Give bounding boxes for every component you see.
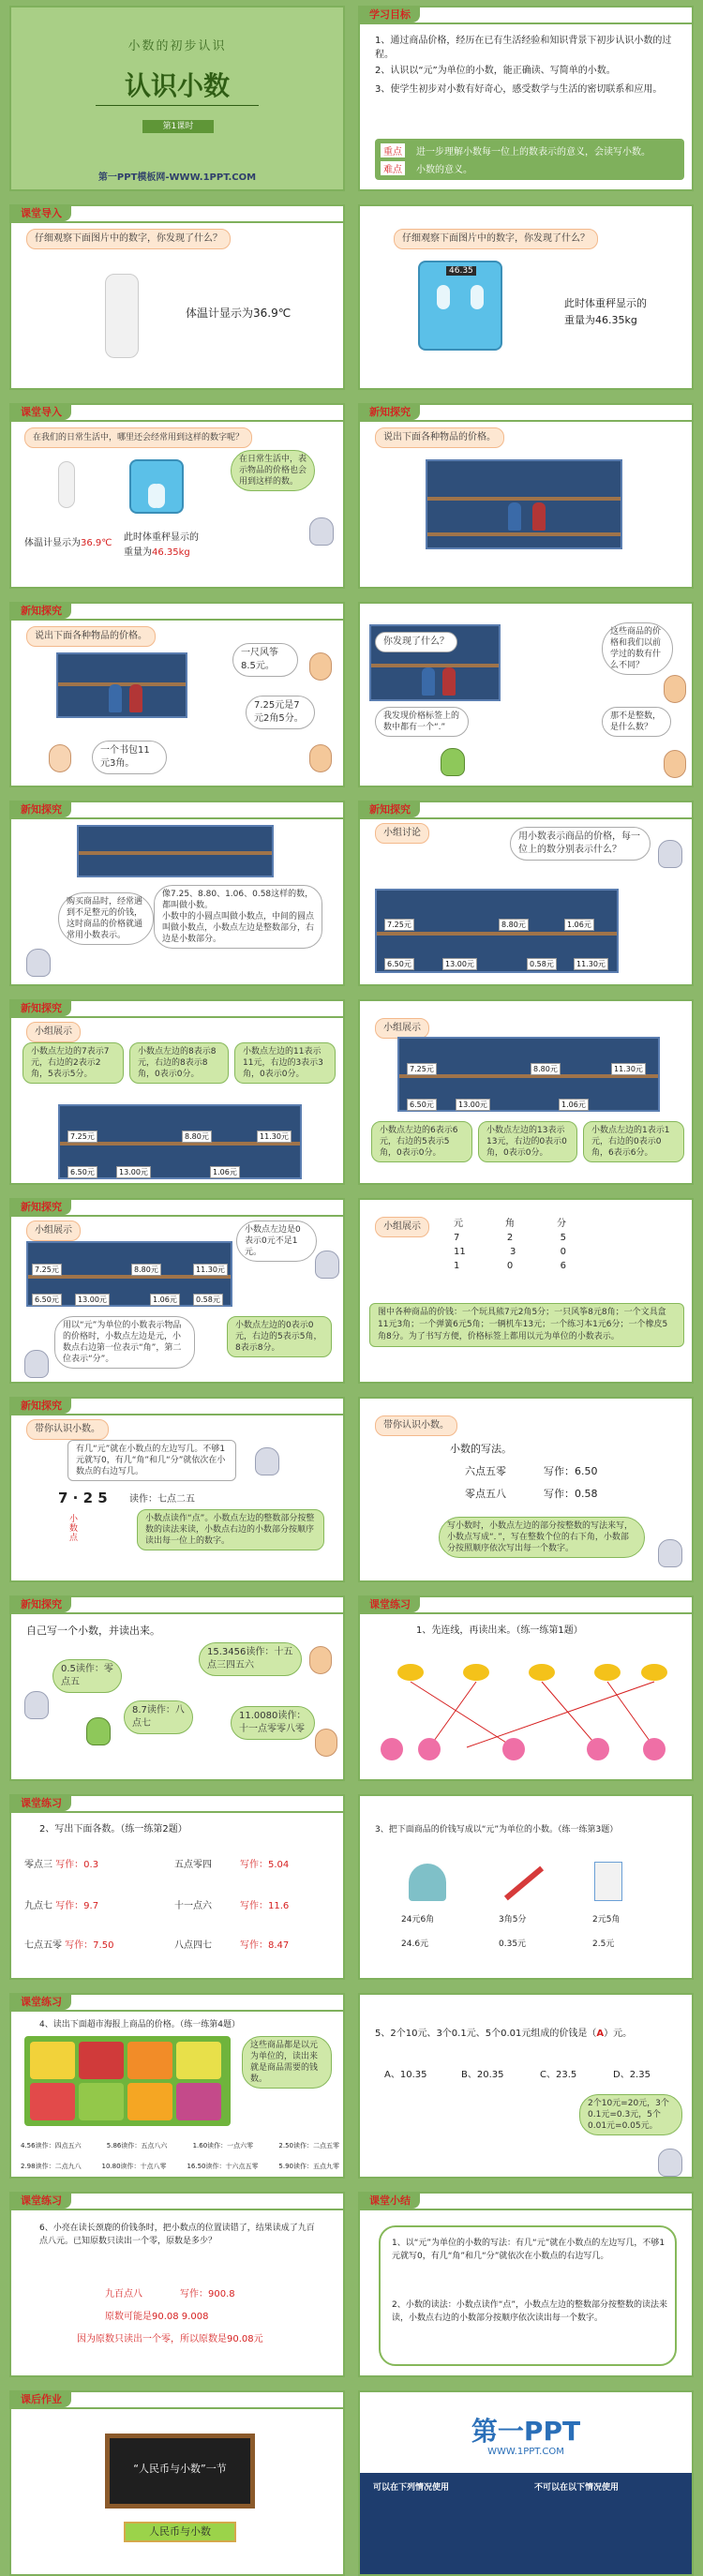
boy-character	[309, 652, 332, 681]
price-tag: 11.30元	[611, 1063, 646, 1075]
explore11-r1a: 六点五零	[465, 1465, 506, 1477]
practice3-answer: 2.5元	[592, 1939, 615, 1949]
explore6-tag: 新知探究	[11, 1001, 71, 1016]
cell: 6	[560, 1261, 566, 1271]
slide-practice-choice[interactable]	[358, 1993, 694, 2179]
explore12-b2: 15.3456读作：十五点三四五六	[199, 1642, 302, 1676]
homework-sign: 人民币与小数	[124, 2522, 236, 2542]
price-tag: 0.58元	[527, 958, 557, 970]
header-fen: 分	[557, 1219, 566, 1229]
goal-item-2: 2、认识以“元”为单位的小数，能正确读、写简单的小数。	[375, 66, 616, 76]
explore1-tag: 新知探究	[360, 405, 420, 420]
price-tag: 8.80元	[531, 1063, 561, 1075]
frog-character-2	[86, 1717, 111, 1745]
match-diagram	[373, 1654, 682, 1766]
option-d[interactable]: D、2.35	[613, 2070, 651, 2080]
goals-key-box	[375, 139, 684, 180]
explore1-prompt: 说出下面各种物品的价格。	[375, 427, 504, 448]
frog-character	[441, 748, 465, 776]
explore3-b2: 这些商品的价格和我们以前学过的数有什么不同？	[602, 622, 673, 675]
table-row	[454, 1233, 566, 1243]
shop-shelf-6	[58, 1104, 302, 1179]
practice4-row	[21, 2160, 339, 2174]
word: 八点四七	[174, 1940, 212, 1951]
ad-url[interactable]: WWW.1PPT.COM	[487, 2447, 564, 2457]
practice6-l3: 因为原数只读出一个零，所以原数是90.08元	[77, 2334, 263, 2344]
mouse-character-6	[24, 1691, 49, 1719]
cover-brand: 第一PPT模板网-WWW.1PPT.COM	[97, 172, 257, 183]
explore12-b4: 11.0080读作：十一点零零八零	[231, 1706, 315, 1740]
shop-shelf-8	[26, 1241, 232, 1307]
explore10-read: 读作：七点二五	[129, 1494, 195, 1505]
explore10-b1: 有几“元”就在小数点的左边写几。不够1元就写0，有几“角”和几“分”就依次在小数点的右边写几。	[67, 1440, 236, 1481]
cell: 7	[454, 1233, 460, 1243]
summary-p1: 1、以“元”为单位的小数的写法：有几“元”就在小数点的左边写几，不够1元就写0，有几“角”和几“分”就依次在小数点的右边写几。	[392, 2239, 666, 2261]
practice3-q: 3、把下面商品的价钱写成以“元”为单位的小数。（练一练第3题）	[375, 1825, 619, 1835]
price-tag: 1.06元	[559, 1099, 589, 1111]
explore11-b1: 写小数时，小数点左边的部分按整数的写法来写，小数点写成“．”，写在整数个位的右下角，小数部分按照顺序依次写出每一个数字。	[439, 1517, 645, 1558]
slide-group-show-1[interactable]	[9, 999, 345, 1185]
boy-character-6	[315, 1729, 337, 1757]
reading: 5.90读作：五点九零	[278, 2163, 339, 2170]
explore12-b1: 0.5读作：零点五	[52, 1659, 122, 1693]
price-tag: 11.30元	[257, 1131, 292, 1143]
explore10-digits: 7 · 2 5	[58, 1490, 108, 1506]
practice2-row	[24, 1899, 343, 1913]
intro3-cap2a: 此时体重秤显示的	[124, 532, 199, 543]
practice6-l1a: 九百点八	[105, 2289, 142, 2299]
answer: 写作：5.04	[240, 1860, 290, 1870]
practice4-bubble: 这些商品都是以元为单位的，读出来就是商品需要的钱数。	[242, 2036, 332, 2089]
scale-small	[129, 459, 184, 514]
reading: 4.56读作：四点五六	[21, 2142, 82, 2149]
reading: 16.50读作：十六点五零	[187, 2163, 259, 2170]
practice2-row	[24, 1939, 343, 1953]
explore2-tag: 新知探究	[11, 604, 71, 619]
intro3-bubble: 在日常生活中，表示物品的价格也会用到这样的数。	[231, 450, 315, 491]
slide-intro-thermometer[interactable]	[9, 204, 345, 390]
explore2-prompt: 说出下面各种物品的价格。	[26, 626, 156, 647]
slide-group-show-3[interactable]	[9, 1198, 345, 1384]
explore12-tag: 新知探究	[11, 1597, 71, 1612]
slide-explore-define[interactable]	[9, 801, 345, 986]
slide-explore-prices[interactable]	[9, 602, 345, 787]
practice4-tag: 课堂练习	[11, 1995, 71, 2010]
homework-board-text: “人民币与小数”一节	[133, 2463, 227, 2475]
slide-cover[interactable]	[9, 6, 345, 191]
slide-goals[interactable]	[358, 6, 694, 191]
price-tag: 7.25元	[407, 1063, 437, 1075]
slide-group-show-4[interactable]	[358, 1198, 694, 1384]
thermometer-small	[58, 461, 75, 508]
price-tag: 0.58元	[193, 1294, 223, 1306]
intro1-prompt: 仔细观察下面图片中的数字，你发现了什么？	[26, 229, 231, 249]
slide-practice-giraffe[interactable]	[9, 2192, 345, 2377]
reading: 2.50读作：二点五零	[278, 2142, 339, 2149]
header-yuan: 元	[454, 1219, 463, 1229]
explore7-card-2: 小数点左边的13表示13元，右边的0表示0角，0表示0分。	[478, 1121, 577, 1162]
price-tag: 1.06元	[210, 1166, 240, 1178]
reading: 1.60读作：一点六零	[192, 2142, 254, 2149]
practice2-tag: 课堂练习	[11, 1796, 71, 1811]
ad-right-title: 不可以在以下情况使用	[534, 2483, 620, 2493]
goals-tag: 学习目标	[360, 7, 420, 22]
cell: 3	[509, 1247, 516, 1257]
explore7-card-3: 小数点左边的1表示1元，右边的0表示0角，6表示6分。	[583, 1121, 684, 1162]
answer: 写作：0.3	[55, 1860, 99, 1870]
summary-tag: 课堂小结	[360, 2194, 420, 2209]
price-tag: 7.25元	[384, 919, 414, 931]
option-c[interactable]: C、23.5	[540, 2070, 577, 2080]
explore6-card-1: 小数点左边的7表示7元，右边的2表示2角，5表示5分。	[22, 1042, 124, 1084]
explore4-b2-text: 小数中的小圆点叫做小数点，中间的圆点叫做小数点，小数点左边是整数部分，右边是小数部分。	[162, 912, 315, 944]
slide-practice-price[interactable]	[358, 1794, 694, 1980]
explore6-card-3: 小数点左边的11表示11元，右边的3表示3角，0表示0分。	[234, 1042, 336, 1084]
girl-character	[49, 744, 71, 772]
slide-intro-scale[interactable]	[358, 204, 694, 390]
price-tag: 6.50元	[32, 1294, 62, 1306]
explore4-tag: 新知探究	[11, 802, 71, 817]
cell: 0	[506, 1261, 514, 1271]
practice6-tag: 课堂练习	[11, 2194, 71, 2209]
slide-ad[interactable]	[358, 2390, 694, 2576]
practice3-label: 24元6角	[401, 1915, 435, 1925]
difficult-text: 小数的意义。	[416, 165, 472, 175]
price-tag: 13.00元	[75, 1294, 110, 1306]
price-tag: 13.00元	[442, 958, 477, 970]
explore2-b3: 一个书包11元3角。	[92, 741, 167, 774]
slide-summary[interactable]	[358, 2192, 694, 2377]
supermarket-poster	[24, 2036, 231, 2126]
mouse-character-2	[26, 949, 51, 977]
word: 七点五零	[24, 1940, 62, 1951]
explore2-b2: 7.25元是7元2角5分。	[246, 696, 315, 729]
explore8-b3: 小数点左边的0表示0元，右边的5表示5角，8表示8分。	[227, 1316, 332, 1357]
cover-title: 认识小数	[124, 70, 230, 101]
price-tag: 6.50元	[407, 1099, 437, 1111]
key-label: 重点	[381, 143, 405, 157]
explore9-text: 图中各种商品的价钱：一个玩具熊7元2角5分；一只风筝8元8角；一个文具盒11元3角；一个弹簧6元5角；一辆机车13元；一个练习本1元6分；一个橡皮5角8分。为了书写方便，价格标签上都用以元为单位的小数表示。	[369, 1303, 684, 1347]
price-tag: 1.06元	[150, 1294, 180, 1306]
word: 零点三	[24, 1860, 52, 1870]
shop-shelf	[426, 459, 622, 549]
cell: 2	[506, 1233, 514, 1243]
practice1-q: 1、先连线，再读出来。（练一练第1题）	[416, 1625, 583, 1636]
scale-reading: 46.35	[446, 266, 476, 276]
header-jiao: 角	[505, 1219, 515, 1229]
mouse-character-5	[255, 1447, 279, 1475]
slide-intro-daily[interactable]	[9, 403, 345, 589]
practice5-q-text: 5、2个10元、3个0.1元、5个0.01元组成的价钱是（	[375, 2029, 597, 2039]
practice3-answer: 24.6元	[401, 1939, 429, 1949]
intro2-caption-1: 此时体重秤显示的	[564, 297, 647, 309]
intro2-caption-2: 重量为46.35kg	[564, 314, 637, 326]
explore2-b1: 一尺风筝8.5元。	[232, 643, 298, 677]
explore11-r2a: 零点五八	[465, 1488, 506, 1500]
explore8-b1: 小数点左边是0表示0元不足1元。	[236, 1221, 317, 1262]
reading: 2.98读作：二点九八	[21, 2163, 82, 2170]
scale-image	[418, 261, 502, 351]
explore4-b1-text: 像7.25、8.80、1.06、0.58这样的数，都叫做小数。	[162, 890, 314, 910]
explore3-b4: 那不是整数，是什么数？	[602, 707, 671, 737]
intro1-tag: 课堂导入	[11, 206, 71, 221]
explore4-b1	[154, 885, 322, 949]
price-tag: 1.06元	[564, 919, 594, 931]
option-b[interactable]: B、20.35	[461, 2070, 504, 2080]
practice4-row	[21, 2139, 339, 2153]
explore5-tag: 新知探究	[360, 802, 420, 817]
explore11-r1b: 写作：6.50	[544, 1465, 598, 1477]
price-tag: 8.80元	[131, 1264, 161, 1276]
price-tag: 7.25元	[32, 1264, 62, 1276]
answer: 写作：9.7	[55, 1901, 99, 1911]
decimal-point-label: 小数点	[69, 1515, 79, 1543]
intro3-cap1	[24, 536, 112, 551]
practice2-row	[24, 1858, 343, 1872]
practice2-q: 2、写出下面各数。（练一练第2题）	[39, 1824, 187, 1835]
explore12-b3: 8.7读作：八点七	[124, 1700, 193, 1734]
explore8-b2: 用以“元”为单位的小数表示物品的价格时，小数点左边是元，小数点右边第一位表示“角”，第二位表示“分”。	[54, 1316, 195, 1369]
cover-subtitle: 小数的初步认识	[127, 39, 227, 53]
price-tag: 13.00元	[456, 1099, 490, 1111]
practice4-q: 4、读出下面超市海报上商品的价格。（练一练第4题）	[39, 2020, 240, 2029]
answer: 写作：11.6	[240, 1901, 290, 1911]
explore9-sub: 小组展示	[375, 1217, 429, 1237]
explore11-r2b: 写作：0.58	[544, 1488, 598, 1500]
intro3-cap1-val: 36.9℃	[81, 538, 112, 548]
rabbit-character	[24, 1350, 49, 1378]
answer: 写作：8.47	[240, 1940, 290, 1951]
slide-practice-match[interactable]	[358, 1595, 694, 1781]
explore10-tag: 新知探究	[11, 1399, 71, 1414]
explore10-sub: 带你认识小数。	[26, 1419, 109, 1440]
boy-character-5	[309, 1646, 332, 1674]
intro3-cap2b	[124, 546, 190, 561]
table-row	[454, 1261, 566, 1271]
mouse-character-3	[658, 840, 682, 868]
pencil-image	[504, 1866, 544, 1901]
slide-learn-reading[interactable]	[9, 1397, 345, 1582]
practice5-answer: A	[596, 2029, 605, 2039]
intro3-tag: 课堂导入	[11, 405, 71, 420]
practice3-label: 3角5分	[499, 1915, 527, 1925]
explore5-bubble: 用小数表示商品的价格，每一位上的数分别表示什么？	[510, 827, 651, 861]
practice1-tag: 课堂练习	[360, 1597, 420, 1612]
intro3-prompt: 在我们的日常生活中，哪里还会经常用到这样的数字呢？	[24, 427, 252, 448]
practice6-q: 6、小亮在读长颈鹿的价钱条时，把小数点的位置读错了，结果读成了九百点八元。已知原数只读出一个零，原数是多少？	[39, 2224, 315, 2246]
explore6-card-2: 小数点左边的8表示8元，右边的8表示8角，0表示0分。	[129, 1042, 229, 1084]
practice3-label: 2元5角	[592, 1915, 621, 1925]
practice3-answer: 0.35元	[499, 1939, 527, 1949]
summary-p2: 2、小数的读法：小数点读作“点”，小数点左边的整数部分按整数的读法来读，小数点右边的小数部分按顺序依次读出每一个数字。	[392, 2300, 668, 2323]
explore7-sub: 小组展示	[375, 1018, 429, 1039]
blackboard	[105, 2434, 255, 2509]
price-tag: 11.30元	[193, 1264, 228, 1276]
explore12-head: 自己写一个小数，并读出来。	[26, 1625, 160, 1637]
explore3-b3: 我发现价格标签上的数中都有一个“.”	[375, 707, 469, 737]
explore7-card-1: 小数点左边的6表示6元，右边的5表示5角，0表示0分。	[371, 1121, 472, 1162]
word: 十一点六	[174, 1901, 212, 1911]
price-tag: 13.00元	[116, 1166, 151, 1178]
summary-box	[379, 2225, 677, 2366]
ad-footer	[360, 2473, 692, 2574]
practice6-l1b: 写作：900.8	[180, 2289, 235, 2299]
practice5-bubble: 2个10元=20元，3个0.1元=0.3元，5个0.01元=0.05元。	[579, 2094, 682, 2135]
goal-item-1: 1、通过商品价格，经历在已有生活经验和知识背景下初步认识小数的过程。	[375, 36, 672, 60]
practice5-q-end: ）元。	[604, 2029, 633, 2039]
lamp-image	[409, 1864, 446, 1901]
reading: 10.80读作：十点八零	[101, 2163, 167, 2170]
price-tag: 6.50元	[67, 1166, 97, 1178]
intro2-prompt: 仔细观察下面图片中的数字，你发现了什么？	[394, 229, 598, 249]
cell: 1	[454, 1261, 460, 1271]
cover-divider	[96, 105, 259, 106]
cover-badge: 第1课时	[142, 120, 214, 133]
price-tag: 7.25元	[67, 1131, 97, 1143]
yuan-jiao-fen-table	[454, 1215, 566, 1271]
practice6-l2: 原数可能是90.08 9.008	[105, 2312, 209, 2322]
price-tag: 11.30元	[574, 958, 608, 970]
reading: 5.86读作：五点八六	[106, 2142, 168, 2149]
boy-character-4	[664, 750, 686, 778]
explore5-sub: 小组讨论	[375, 823, 429, 844]
ad-left-title: 可以在下列情况使用	[373, 2483, 450, 2493]
slide-homework[interactable]	[9, 2390, 345, 2576]
price-tag: 8.80元	[182, 1131, 212, 1143]
intro3-cap2-val: 46.35kg	[152, 547, 190, 558]
rabbit-character-3	[658, 2149, 682, 2177]
explore3-b1: 你发现了什么？	[375, 632, 457, 652]
milk-image	[594, 1862, 622, 1901]
cell: 11	[454, 1247, 466, 1257]
intro1-caption: 体温计显示为36.9℃	[186, 307, 292, 320]
explore8-tag: 新知探究	[11, 1200, 71, 1215]
boy-character-2	[309, 744, 332, 772]
explore8-sub: 小组展示	[26, 1221, 81, 1241]
table-row	[454, 1247, 566, 1257]
slide-practice-poster[interactable]	[9, 1993, 345, 2179]
shop-shelf-4	[77, 825, 274, 877]
bee-icon	[397, 1664, 667, 1681]
ad-logo: 第一PPT	[471, 2416, 581, 2447]
explore11-sub: 带你认识小数。	[375, 1415, 457, 1436]
intro3-cap1-text: 体温计显示为	[24, 538, 81, 548]
answer: 写作：7.50	[65, 1940, 114, 1951]
difficult-label: 难点	[381, 161, 405, 175]
explore4-b3: 购买商品时，经常遇到不足整元的价钱，这时商品的价格就通常用小数表示。	[58, 892, 154, 945]
slide-learn-writing[interactable]	[358, 1397, 694, 1582]
homework-tag: 课后作业	[11, 2392, 71, 2407]
shop-shelf-2	[56, 652, 187, 718]
cell: 0	[560, 1247, 566, 1257]
cell: 5	[560, 1233, 566, 1243]
slide-practice-write[interactable]	[9, 1794, 345, 1980]
shop-shelf-7	[397, 1037, 660, 1112]
slide-write-decimal[interactable]	[9, 1595, 345, 1781]
shop-shelf-5	[375, 889, 619, 973]
slide-group-show-2[interactable]	[358, 999, 694, 1185]
explore10-b2: 小数点读作“点”。小数点左边的整数部分按整数的读法来读，小数点右边的小数部分按顺序读出每一位上的数字。	[137, 1509, 324, 1550]
intro3-cap2b-text: 重量为	[124, 547, 152, 558]
slide-explore-question[interactable]	[358, 602, 694, 787]
boy-character-3	[664, 675, 686, 703]
option-a[interactable]: A、10.35	[384, 2070, 427, 2080]
slide-group-discussion[interactable]	[358, 801, 694, 986]
thermometer-image	[105, 274, 139, 358]
price-tag: 8.80元	[499, 919, 529, 931]
explore11-head: 小数的写法。	[450, 1443, 512, 1455]
flower-icon	[381, 1738, 666, 1760]
price-tag: 6.50元	[384, 958, 414, 970]
practice5-q	[375, 2027, 632, 2042]
rabbit-character-2	[658, 1539, 682, 1567]
word: 五点零四	[174, 1860, 212, 1870]
goal-item-3: 3、使学生初步对小数有好奇心，感受数学与生活的密切联系和应用。	[375, 84, 663, 95]
mouse-character-4	[315, 1251, 339, 1279]
word: 九点七	[24, 1901, 52, 1911]
mouse-character	[309, 517, 334, 546]
key-text: 进一步理解小数每一位上的数表示的意义，会读写小数。	[416, 147, 651, 157]
explore6-sub: 小组展示	[26, 1022, 81, 1042]
table-header	[454, 1215, 566, 1229]
slide-explore-shop[interactable]	[358, 403, 694, 589]
